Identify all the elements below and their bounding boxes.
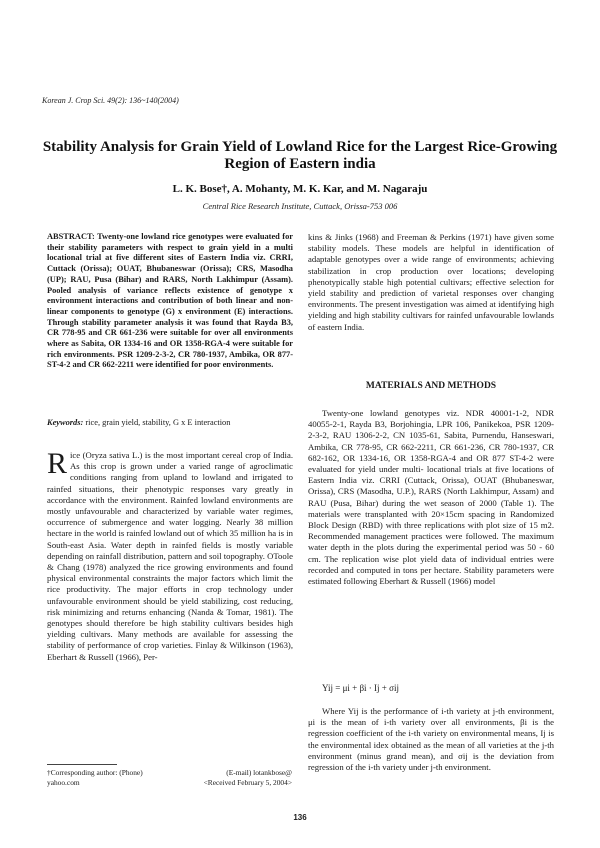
journal-citation: Korean J. Crop Sci. 49(2): 136~140(2004): [42, 96, 179, 105]
introduction-text: ice (Oryza sativa L.) is the most important cereal crop of India. As this crop is grown under a varied range of agroclimatic conditions ranging from upland to lowland and irrigated to rainfed situations, their phenotypic responses vary greatly in accordance with the environment. Rainfed lowland environments are mostly unfavourable and characterized by variable water regimes, occurrence of submergence and water logging. Nearly 38 million hectare in the world is rainfed lowland out of which 35 million ha is in South-east Asia. Water depth in rainfed fields is mostly variable depending on rainfall distribution, pattern and soil topography. OToole & Chang (1978) analyzed the rice growing environments and found physical environmental constraints the major factors which limit the rice productivity. The major efforts in crop technology under unfavourable environment should be yield stabilizing, cost reducing, risk minimizing and returns enhancing (Nanda & Tomar, 1981). The genotypes should therefore be high stability cultivars besides high yielding cultivars. Many methods are available for assessing the stability of performance of crop varieties. Finlay & Wilkinson (1963), Eberhart & Russell (1966), Per-: [47, 450, 293, 662]
keywords: [47, 417, 293, 428]
affiliation: Central Rice Research Institute, Cuttack, Orissa-753 006: [202, 201, 398, 211]
equation-explanation: Where Yij is the performance of i-th variety at j-th environment, μi is the mean of i-th variety over all environments, βi is the regression coefficient of the i-th variety on environmental means, Ij is the environmental idex obtained as the mean of all varieties at the j-th environment (minus grand mean), and σij is the deviation from regression of the i-th variety under j-th environment.: [308, 706, 554, 773]
footnote-divider: [47, 764, 117, 765]
keywords-label: Keywords:: [47, 418, 84, 427]
methods-text: Twenty-one lowland genotypes viz. NDR 40001-1-2, NDR 40055-2-1, Rayda B3, Borjohingia, LPR 106, Panikekoa, PSR 1209-2-3-2, RAU 1306-2-2, CN 1035-61, Sabita, Purnendu, Hanseswari, Ambika, CR 778-95, CR 662-2211, CR 661-236, CR 780-1937, CR 682-162, OR 1334-16, OR 1358-RGA-4 and OR 877 ST-4-2 were evaluated for yield under multi- locational trials at five locations of Eastern India viz. CRRI (Cuttack, Orissa), OUAT (Bhubaneswar, Orissa), CRS (Masodha, U.P.), RARS (North Lakhimpur, Assam) and RAU (Pusa, Bihar) during the wet season of 2000 (Table 1). The materials were transplanted with 20×15cm spacing in Randomized Block Design (RBD) with three replications with plot size of 15 m2. Recommended management practices were followed. The maximum water depth in the plots during the experimental period was 50 - 60 cm. The replication wise plot yield data of individual entries were recorded and computed in tons per hectare. Stability parameters were estimated following Eberhart & Russell (1966) model: [308, 408, 554, 587]
abstract: ABSTRACT: Twenty-one lowland rice genotypes were evaluated for their stability parameters with respect to grain yield in a multi locational trial at five different sites of Eastern India viz. CRRI, Cuttack (Orissa); OUAT, Bhubaneswar (Orissa); CRS, Masodha (UP); RAU, Pusa (Bihar) and RARS, North Lakhimpur (Assam). Pooled analysis of variance reflects existence of genotype x environment interactions and contribution of both linear and non-linear components to genotype (G) x environment (E) interactions. Through stability parameter analysis it was found that Rayda B3, CR 778-95 and CR 661-236 were suitable for over all environments where as Sabita, OR 1334-16 and OR 1358-RGA-4 were suitable for rich environments. PSR 1209-2-3-2, CR 780-1937, Ambika, OR 877-ST-4-2 and CR 662-2211 were identified for poor environments.: [47, 232, 293, 370]
drop-cap: R: [47, 447, 68, 480]
page-number: 136: [293, 813, 307, 822]
author-list: L. K. Bose†, A. Mohanty, M. K. Kar, and M. Nagaraju: [172, 183, 428, 195]
introduction: [47, 447, 293, 663]
section-heading: MATERIALS AND METHODS: [365, 381, 497, 391]
footnote-right: (E-mail) lotankbose@ <Received February 5, 2004>: [203, 768, 292, 787]
model-equation: Yij = μi + βi · Ij + σij: [322, 683, 399, 693]
keywords-text: rice, grain yield, stability, G x E interaction: [83, 418, 231, 427]
footnote-left: †Corresponding author: (Phone) yahoo.com: [47, 768, 143, 787]
paper-title: Stability Analysis for Grain Yield of Lowland Rice for the Largest Rice-Growing Region of Eastern india: [42, 139, 558, 172]
introduction-continued: kins & Jinks (1968) and Freeman & Perkins (1971) have given some stability models. These models are helpful in identification of adaptable genotypes over a wide range of environments; achieving stabilization in crop production over locations; developing phenotypically stable high potential cultivars; effective selection for yield stability and prediction of varietal responses over changing environments. The present investigation was aimed at identifying high yielding and high stability cultivars for rainfed unfavourable lowlands of eastern India.: [308, 232, 554, 332]
